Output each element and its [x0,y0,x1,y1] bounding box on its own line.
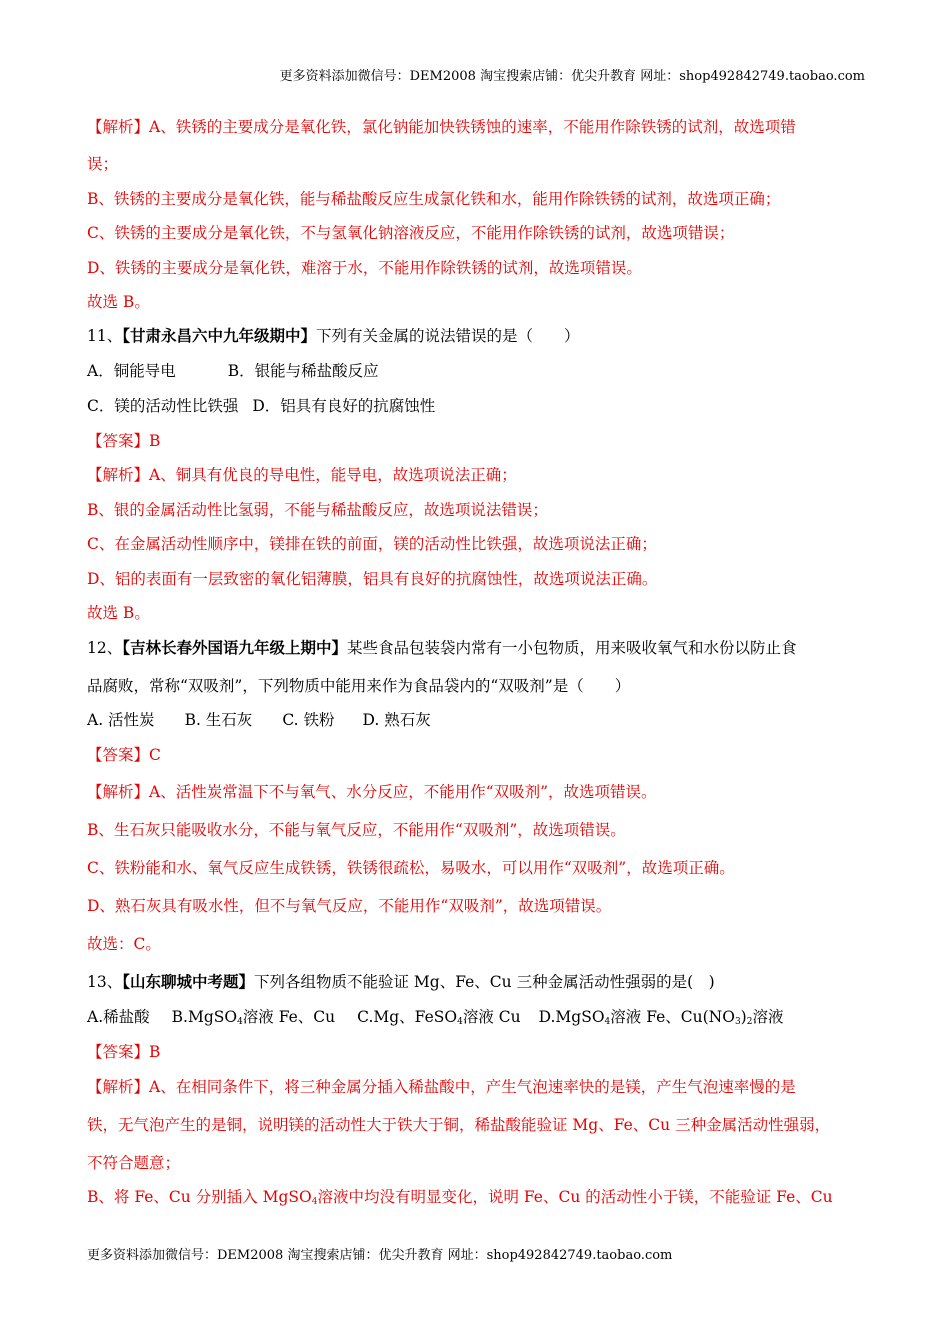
q13-option-d-subscript2: 3 [734,1017,741,1027]
q12-question-part2: 品腐败，常称“双吸剂”，下列物质中能用来作为食品袋内的“双吸剂”是（ ） [87,677,631,695]
q12-number: 12、 [87,639,123,657]
q13-option-d-text2: 溶液 Fe、Cu(NO [610,1008,735,1026]
q12-options [87,709,431,731]
q11-source: 【甘肃永昌六中九年级期中】 [122,326,316,345]
q12-option-b: B. 生石灰 [184,711,253,729]
q12-option-d: D. 熟石灰 [362,711,431,729]
q10-explanation-c: C、铁锈的主要成分是氧化铁，不与氢氧化钠溶液反应，不能用作除铁锈的试剂，故选项错误； [87,224,735,242]
q13-explanation-a: 【解析】A、在相同条件下，将三种金属分插入稀盐酸中，产生气泡速率快的是镁，产生气泡速率慢的是 [87,1078,796,1096]
q10-explanation-a: 【解析】A、铁锈的主要成分是氧化铁，氯化钠能加快铁锈蚀的速率，不能用作除铁锈的试剂，故选项错 [87,118,796,136]
q13-source: 【山东聊城中考题】 [122,972,254,991]
q13-option-b-subscript: 4 [237,1017,243,1027]
q11-stem [87,325,580,347]
q13-option-d-text4: 溶液 [752,1008,784,1026]
q11-explanation-b: B、银的金属活动性比氢弱，不能与稀盐酸反应，故选项说法错误； [87,501,548,519]
q11-explanation-a: 【解析】A、铜具有优良的导电性，能导电，故选项说法正确； [87,466,517,484]
q12-explanation-a: 【解析】A、活性炭常温下不与氧气、水分反应，不能用作“双吸剂”，故选项错误。 [87,783,657,801]
q13-option-d-text: D.MgSO [538,1008,605,1026]
q11-explanation-c: C、在金属活动性顺序中，镁排在铁的前面，镁的活动性比铁强，故选项说法正确； [87,535,657,553]
q13-number: 13、 [87,973,123,991]
q13-options [87,1006,783,1033]
q13-explanation-b-subscript: 4 [311,1197,318,1207]
q12-option-c: C. 铁粉 [282,711,335,729]
q10-explanation-d: D、铁锈的主要成分是氧化铁，难溶于水，不能用作除铁锈的试剂，故选项错误。 [87,259,642,277]
q13-stem [87,971,715,993]
q12-option-a: A. 活性炭 [87,711,155,729]
q13-option-b-text: B.MgSO [171,1008,238,1026]
q13-explanation-b [87,1186,833,1213]
q13-option-c-text: C.Mg、FeSO [357,1008,458,1026]
page-header: 更多资料添加微信号：DEM2008 淘宝搜索店铺：优尖升教育 网址：shop492842749.taobao.com [279,69,865,84]
q12-stem [87,637,797,659]
q13-answer: 【答案】B [87,1043,161,1061]
q13-option-b-text2: 溶液 Fe、Cu [242,1008,336,1026]
q13-option-d-text3: ) [740,1008,747,1026]
q11-number: 11、 [87,327,123,345]
q13-explanation-b-text2: 溶液中均没有明显变化，说明 Fe、Cu 的活动性小于镁，不能验证 Fe、Cu [317,1188,833,1206]
q13-option-d-subscript: 4 [604,1017,611,1027]
q13-explanation-a-end: 不符合题意； [87,1154,181,1172]
q12-explanation-c: C、铁粉能和水、氧气反应生成铁锈，铁锈很疏松，易吸水，可以用作“双吸剂”，故选项正确。 [87,859,735,877]
q13-option-a: A.稀盐酸 [87,1008,150,1026]
page-footer: 更多资料添加微信号：DEM2008 淘宝搜索店铺：优尖升教育 网址：shop492842749.taobao.com [87,1248,673,1263]
q11-explanation-d: D、铝的表面有一层致密的氧化铝薄膜，铝具有良好的抗腐蚀性，故选项说法正确。 [87,570,658,588]
q12-question-part1: 某些食品包装袋内常有一小包物质，用来吸收氧气和水份以防止食 [347,639,797,657]
q11-option-c: C．镁的活动性比铁强 [87,397,239,415]
q13-explanation-b-text: B、将 Fe、Cu 分别插入 MgSO [87,1188,312,1206]
q13-option-d [539,1008,784,1026]
q11-answer: 【答案】B [87,432,161,450]
q11-option-a: A．铜能导电 [87,362,176,380]
q13-option-b [172,1008,336,1026]
q11-options-row1 [87,360,379,382]
q13-option-c-text2: 溶液 Cu [462,1008,521,1026]
q11-option-d: D．铝具有良好的抗腐蚀性 [252,397,436,415]
q11-conclusion: 故选 B。 [87,604,150,622]
q13-option-c [357,1008,520,1026]
q13-option-c-subscript: 4 [457,1017,463,1027]
q11-options-row2 [87,395,435,417]
q12-answer: 【答案】C [87,746,161,764]
q12-source: 【吉林长春外国语九年级上期中】 [122,638,347,657]
q11-question: 下列有关金属的说法错误的是（ ） [316,327,580,345]
q11-option-b: B．银能与稀盐酸反应 [227,362,379,380]
q10-conclusion: 故选 B。 [87,293,150,311]
q10-explanation-a-cont: 误； [87,155,119,173]
q12-conclusion: 故选：C。 [87,935,161,953]
q13-option-d-subscript3: 2 [746,1017,753,1027]
q10-explanation-b: B、铁锈的主要成分是氧化铁，能与稀盐酸反应生成氯化铁和水，能用作除铁锈的试剂，故选项正确； [87,190,781,208]
q12-explanation-b: B、生石灰只能吸收水分，不能与氧气反应，不能用作“双吸剂”，故选项错误。 [87,821,626,839]
q13-explanation-a-cont: 铁，无气泡产生的是铜，说明镁的活动性大于铁大于铜，稀盐酸能验证 Mg、Fe、Cu 三种金属活动性强弱， [87,1116,831,1134]
q13-question: 下列各组物质不能验证 Mg、Fe、Cu 三种金属活动性强弱的是( ) [254,973,715,991]
q12-explanation-d: D、熟石灰具有吸水性，但不与氧气反应，不能用作“双吸剂”，故选项错误。 [87,897,612,915]
